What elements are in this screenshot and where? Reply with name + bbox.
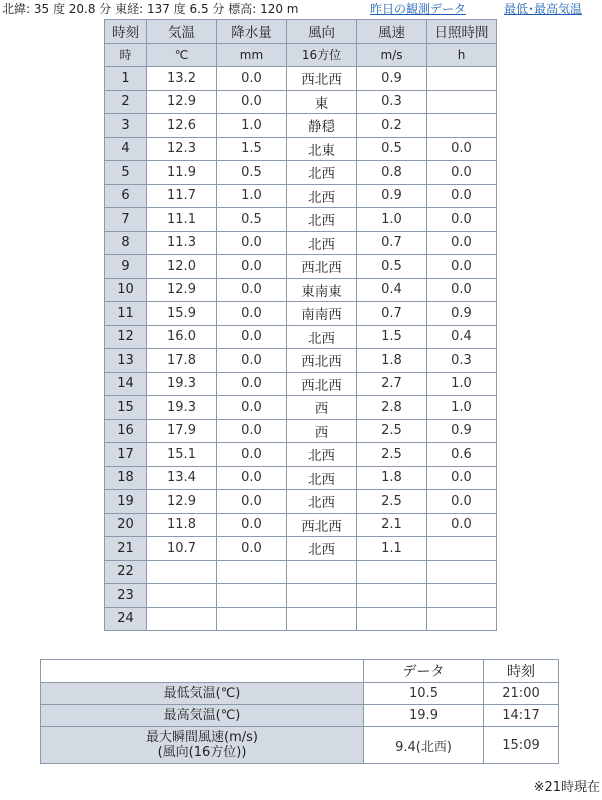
precipitation-cell: 0.0 [217, 255, 287, 279]
wind-direction-cell: 北西 [287, 231, 357, 255]
table-row [105, 278, 497, 302]
sunshine-cell: 0.0 [427, 490, 497, 514]
sunshine-cell: 0.4 [427, 325, 497, 349]
precipitation-cell: 0.5 [217, 208, 287, 232]
wind-speed-cell: 1.1 [357, 537, 427, 561]
hour-cell: 17 [105, 443, 147, 467]
wind-direction-cell: 北西 [287, 184, 357, 208]
summary-header-blank [41, 660, 364, 683]
summary-label [41, 705, 364, 727]
wind-direction-cell: 東 [287, 90, 357, 114]
sunshine-cell [427, 560, 497, 584]
unit-precip: mm [217, 43, 287, 67]
temperature-cell: 13.2 [147, 67, 217, 91]
sunshine-cell: 0.0 [427, 255, 497, 279]
wind-direction-cell [287, 584, 357, 608]
sunshine-cell [427, 90, 497, 114]
hour-cell: 6 [105, 184, 147, 208]
table-row [105, 231, 497, 255]
hourly-observation-table [104, 19, 497, 631]
hour-cell: 19 [105, 490, 147, 514]
temperature-cell: 15.9 [147, 302, 217, 326]
sunshine-cell: 0.3 [427, 349, 497, 373]
unit-wind-dir: 16方位 [287, 43, 357, 67]
precipitation-cell: 0.0 [217, 349, 287, 373]
sunshine-cell: 0.0 [427, 208, 497, 232]
table-row [105, 302, 497, 326]
hourly-table-body [105, 67, 497, 631]
table-row [105, 161, 497, 185]
temperature-cell: 19.3 [147, 372, 217, 396]
temperature-cell [147, 560, 217, 584]
precipitation-cell: 0.0 [217, 278, 287, 302]
col-header-wind-speed: 風速 [357, 20, 427, 44]
wind-speed-cell [357, 584, 427, 608]
wind-speed-cell: 1.0 [357, 208, 427, 232]
precipitation-cell: 0.0 [217, 231, 287, 255]
summary-row-min-temp [41, 683, 559, 705]
table-row [105, 607, 497, 631]
table-row [105, 114, 497, 138]
hour-cell: 15 [105, 396, 147, 420]
hour-cell: 9 [105, 255, 147, 279]
wind-speed-cell: 2.1 [357, 513, 427, 537]
precipitation-cell [217, 607, 287, 631]
sunshine-cell: 0.9 [427, 302, 497, 326]
table-row [105, 490, 497, 514]
sunshine-cell: 0.0 [427, 278, 497, 302]
temperature-cell: 13.4 [147, 466, 217, 490]
sunshine-cell: 0.0 [427, 231, 497, 255]
wind-direction-cell: 静穏 [287, 114, 357, 138]
unit-sunshine: h [427, 43, 497, 67]
wind-direction-cell: 北西 [287, 490, 357, 514]
hour-cell: 13 [105, 349, 147, 373]
temperature-cell: 12.3 [147, 137, 217, 161]
min-max-temp-link[interactable]: 最低･最高気温 [504, 2, 583, 16]
temperature-cell: 12.9 [147, 490, 217, 514]
column-header-row [105, 20, 497, 44]
location-bar [2, 0, 600, 18]
sunshine-cell: 0.9 [427, 419, 497, 443]
precipitation-cell: 0.0 [217, 513, 287, 537]
precipitation-cell: 0.0 [217, 490, 287, 514]
precipitation-cell: 1.5 [217, 137, 287, 161]
summary-time: 14:17 [484, 705, 559, 727]
table-row [105, 537, 497, 561]
wind-direction-cell: 北西 [287, 537, 357, 561]
hour-cell: 5 [105, 161, 147, 185]
wind-direction-cell: 北西 [287, 161, 357, 185]
table-row [105, 184, 497, 208]
wind-speed-cell: 0.7 [357, 302, 427, 326]
wind-direction-cell: 西北西 [287, 513, 357, 537]
wind-direction-cell: 北東 [287, 137, 357, 161]
table-row [105, 396, 497, 420]
hour-cell: 18 [105, 466, 147, 490]
temperature-cell: 11.1 [147, 208, 217, 232]
summary-header-data: データ [364, 660, 484, 683]
sunshine-cell: 1.0 [427, 396, 497, 420]
col-header-sunshine: 日照時間 [427, 20, 497, 44]
hour-cell: 7 [105, 208, 147, 232]
unit-row [105, 43, 497, 67]
yesterday-data-link[interactable]: 昨日の観測データ [370, 2, 467, 16]
temperature-cell: 12.0 [147, 255, 217, 279]
wind-speed-cell: 1.8 [357, 349, 427, 373]
precipitation-cell [217, 560, 287, 584]
summary-data: 10.5 [364, 683, 484, 705]
table-row [105, 372, 497, 396]
location-info: 北緯: 35 度 20.8 分 東経: 137 度 6.5 分 標高: 120 m [2, 2, 299, 16]
sunshine-cell: 1.0 [427, 372, 497, 396]
col-header-temp: 気温 [147, 20, 217, 44]
sunshine-cell [427, 584, 497, 608]
wind-speed-cell: 1.8 [357, 466, 427, 490]
wind-direction-cell: 西北西 [287, 349, 357, 373]
wind-speed-cell: 0.9 [357, 184, 427, 208]
table-row [105, 325, 497, 349]
precipitation-cell: 0.0 [217, 419, 287, 443]
hour-cell: 11 [105, 302, 147, 326]
temperature-cell [147, 584, 217, 608]
sunshine-cell [427, 607, 497, 631]
unit-wind-speed: m/s [357, 43, 427, 67]
precipitation-cell: 0.0 [217, 67, 287, 91]
temperature-cell: 12.6 [147, 114, 217, 138]
summary-label-line: (風向(16方位)) [157, 745, 247, 760]
temperature-cell: 19.3 [147, 396, 217, 420]
summary-data: 19.9 [364, 705, 484, 727]
wind-speed-cell: 0.5 [357, 255, 427, 279]
hour-cell: 3 [105, 114, 147, 138]
precipitation-cell: 0.5 [217, 161, 287, 185]
table-row [105, 584, 497, 608]
temperature-cell: 17.8 [147, 349, 217, 373]
summary-label-line: 最大瞬間風速(m/s) [146, 730, 258, 745]
temperature-cell: 12.9 [147, 278, 217, 302]
summary-header-row [41, 660, 559, 683]
sunshine-cell: 0.0 [427, 137, 497, 161]
table-row [105, 255, 497, 279]
precipitation-cell: 1.0 [217, 114, 287, 138]
wind-speed-cell: 0.2 [357, 114, 427, 138]
table-row [105, 137, 497, 161]
wind-speed-cell: 2.5 [357, 443, 427, 467]
summary-time: 21:00 [484, 683, 559, 705]
wind-direction-cell: 北西 [287, 466, 357, 490]
hour-cell: 14 [105, 372, 147, 396]
table-row [105, 67, 497, 91]
summary-label [41, 683, 364, 705]
precipitation-cell: 0.0 [217, 90, 287, 114]
wind-direction-cell: 北西 [287, 325, 357, 349]
wind-speed-cell: 0.9 [357, 67, 427, 91]
temperature-cell: 11.7 [147, 184, 217, 208]
unit-temp: ℃ [147, 43, 217, 67]
wind-speed-cell: 0.7 [357, 231, 427, 255]
wind-speed-cell: 2.8 [357, 396, 427, 420]
hour-cell: 12 [105, 325, 147, 349]
summary-header-time: 時刻 [484, 660, 559, 683]
temperature-cell: 11.8 [147, 513, 217, 537]
hour-cell: 4 [105, 137, 147, 161]
wind-speed-cell [357, 560, 427, 584]
temperature-cell: 12.9 [147, 90, 217, 114]
table-row [105, 90, 497, 114]
wind-speed-cell: 0.5 [357, 137, 427, 161]
hour-cell: 21 [105, 537, 147, 561]
daily-summary-table [40, 659, 559, 764]
temperature-cell: 16.0 [147, 325, 217, 349]
temperature-cell: 11.9 [147, 161, 217, 185]
sunshine-cell: 0.0 [427, 513, 497, 537]
hour-cell: 2 [105, 90, 147, 114]
hour-cell: 1 [105, 67, 147, 91]
wind-speed-cell: 1.5 [357, 325, 427, 349]
hour-cell: 20 [105, 513, 147, 537]
as-of-note: ※21時現在 [533, 780, 600, 795]
temperature-cell: 10.7 [147, 537, 217, 561]
precipitation-cell: 0.0 [217, 466, 287, 490]
hour-cell: 8 [105, 231, 147, 255]
summary-row-max-temp [41, 705, 559, 727]
unit-time: 時 [105, 43, 147, 67]
wind-direction-cell: 西北西 [287, 255, 357, 279]
table-row [105, 419, 497, 443]
hour-cell: 22 [105, 560, 147, 584]
sunshine-cell [427, 67, 497, 91]
wind-speed-cell: 0.3 [357, 90, 427, 114]
wind-direction-cell [287, 607, 357, 631]
sunshine-cell: 0.0 [427, 184, 497, 208]
summary-data: 9.4(北西) [364, 727, 484, 764]
col-header-precip: 降水量 [217, 20, 287, 44]
precipitation-cell: 0.0 [217, 372, 287, 396]
wind-direction-cell: 北西 [287, 443, 357, 467]
hour-cell: 23 [105, 584, 147, 608]
precipitation-cell [217, 584, 287, 608]
summary-label [41, 727, 364, 764]
summary-row-max-gust [41, 727, 559, 764]
wind-speed-cell: 2.5 [357, 419, 427, 443]
col-header-wind-dir: 風向 [287, 20, 357, 44]
precipitation-cell: 0.0 [217, 325, 287, 349]
wind-direction-cell: 北西 [287, 208, 357, 232]
wind-speed-cell [357, 607, 427, 631]
wind-direction-cell: 東南東 [287, 278, 357, 302]
wind-speed-cell: 0.4 [357, 278, 427, 302]
sunshine-cell [427, 537, 497, 561]
temperature-cell: 17.9 [147, 419, 217, 443]
hour-cell: 10 [105, 278, 147, 302]
wind-speed-cell: 0.8 [357, 161, 427, 185]
table-row [105, 466, 497, 490]
wind-direction-cell [287, 560, 357, 584]
wind-speed-cell: 2.5 [357, 490, 427, 514]
sunshine-cell: 0.0 [427, 161, 497, 185]
wind-direction-cell: 西北西 [287, 372, 357, 396]
table-row [105, 208, 497, 232]
precipitation-cell: 0.0 [217, 302, 287, 326]
sunshine-cell: 0.0 [427, 466, 497, 490]
summary-label-line: 最高気温(℃) [163, 708, 241, 723]
wind-direction-cell: 南南西 [287, 302, 357, 326]
temperature-cell [147, 607, 217, 631]
temperature-cell: 11.3 [147, 231, 217, 255]
precipitation-cell: 1.0 [217, 184, 287, 208]
hour-cell: 24 [105, 607, 147, 631]
wind-direction-cell: 西北西 [287, 67, 357, 91]
table-row [105, 513, 497, 537]
precipitation-cell: 0.0 [217, 396, 287, 420]
wind-speed-cell: 2.7 [357, 372, 427, 396]
precipitation-cell: 0.0 [217, 443, 287, 467]
wind-direction-cell: 西 [287, 419, 357, 443]
table-row [105, 443, 497, 467]
col-header-time: 時刻 [105, 20, 147, 44]
table-row [105, 560, 497, 584]
hour-cell: 16 [105, 419, 147, 443]
temperature-cell: 15.1 [147, 443, 217, 467]
summary-time: 15:09 [484, 727, 559, 764]
sunshine-cell [427, 114, 497, 138]
wind-direction-cell: 西 [287, 396, 357, 420]
sunshine-cell: 0.6 [427, 443, 497, 467]
precipitation-cell: 0.0 [217, 537, 287, 561]
summary-label-line: 最低気温(℃) [163, 686, 241, 701]
table-row [105, 349, 497, 373]
